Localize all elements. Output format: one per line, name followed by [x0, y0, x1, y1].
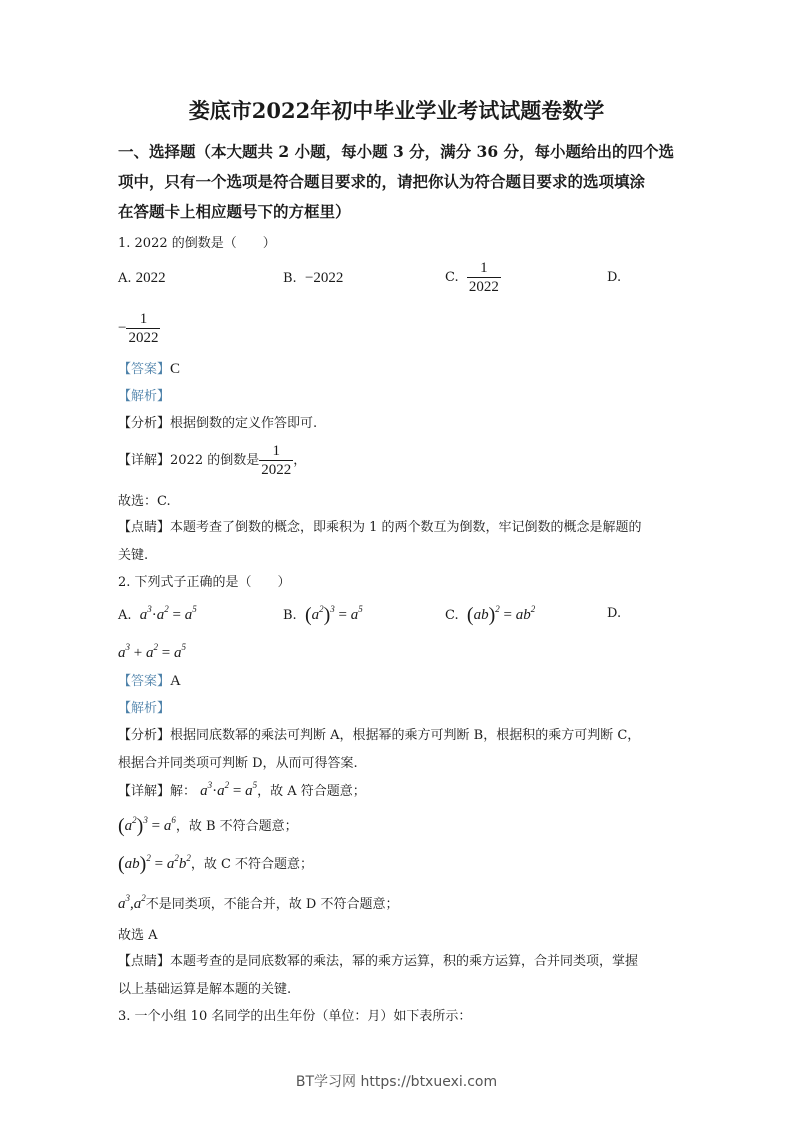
q2-xiangjie-a: 【详解】解： $a^3\cdot a^2 = a^5$，故 A 符合题意；: [118, 780, 366, 799]
q2-dianjing-1: 【点睛】本题考查的是同底数幂的乘法，幂的乘方运算，积的乘方运算，合并同类项，掌握: [118, 954, 639, 969]
page-title: 娄底市2022年初中毕业学业考试试题卷数学: [188, 98, 605, 123]
q1-dianjing-2: 关键.: [118, 548, 149, 563]
q1-option-b: B. −2022: [283, 270, 344, 286]
q2-stem: 2. 下列式子正确的是（ ）: [118, 575, 291, 590]
q1-option-c: C. $\frac{1}{2022}$: [445, 260, 499, 295]
section-heading-line-3: 在答题卡上相应题号下的方框里）: [118, 202, 351, 221]
q2-option-d-label: D.: [607, 606, 622, 621]
q2-xiangjie-d: $a^3,a^2$不是同类项，不能合并，故 D 不符合题意；: [118, 893, 399, 912]
q1-xiangjie: 【详解】2022 的倒数是 $\frac{1}{2022}$ ，: [118, 443, 307, 478]
q1-option-d-label: D.: [607, 270, 622, 285]
q2-xiangjie-c: $(ab)^2 = a^2b^2$，故 C 不符合题意；: [118, 853, 314, 875]
q1-dianjing-1: 【点睛】本题考查了倒数的概念，即乘积为 1 的两个数互为倒数，牢记倒数的概念是解题的: [118, 520, 642, 535]
q3-stem: 3. 一个小组 10 名同学的出生年份（单位：月）如下表所示：: [118, 1009, 472, 1024]
q2-option-a: A. $a^3\cdot a^2 = a^5$: [118, 604, 197, 623]
q2-fenxi-2: 根据合并同类项可判断 D，从而可得答案.: [118, 756, 358, 771]
q1-fenxi: 【分析】根据倒数的定义作答即可.: [118, 416, 318, 431]
q2-xiangjie-b: $(a^2)^3 = a^6$，故 B 不符合题意；: [118, 815, 298, 837]
q1-option-a: A. 2022: [118, 270, 166, 286]
q1-analysis-tag: 【解析】: [118, 389, 171, 404]
section-heading-line-2: 项中，只有一个选项是符合题目要求的，请把你认为符合题目要求的选项填涂: [118, 172, 646, 191]
q2-dianjing-2: 以上基础运算是解本题的关键.: [118, 982, 292, 997]
section-heading-line-1: 一、选择题（本大题共 2 小题，每小题 3 分，满分 36 分，每小题给出的四个选: [118, 142, 675, 161]
q2-analysis-tag: 【解析】: [118, 701, 171, 716]
q2-option-b: B. $(a^2)^3 = a^5$: [283, 604, 363, 626]
q1-conclusion: 故选：C.: [118, 494, 171, 509]
fraction: $\frac{1}{2022}$: [468, 260, 499, 295]
q2-option-c: C. $(ab)^2 = ab^2$: [445, 604, 536, 626]
q1-stem: 1. 2022 的倒数是（ ）: [118, 236, 276, 251]
q2-answer: 【答案】A: [118, 673, 181, 689]
footer-watermark: BT学习网 https://btxuexi.com: [295, 1074, 498, 1090]
q2-option-d-value: $a^3 + a^2 = a^5$: [118, 642, 186, 661]
q2-fenxi-1: 【分析】根据同底数幂的乘法可判断 A，根据幂的乘方可判断 B，根据积的乘方可判断 C，: [118, 728, 641, 743]
q1-option-d-value: − $\frac{1}{2022}$: [118, 311, 159, 346]
q1-answer: 【答案】C: [118, 361, 181, 377]
q2-conclusion: 故选 A: [118, 928, 158, 943]
